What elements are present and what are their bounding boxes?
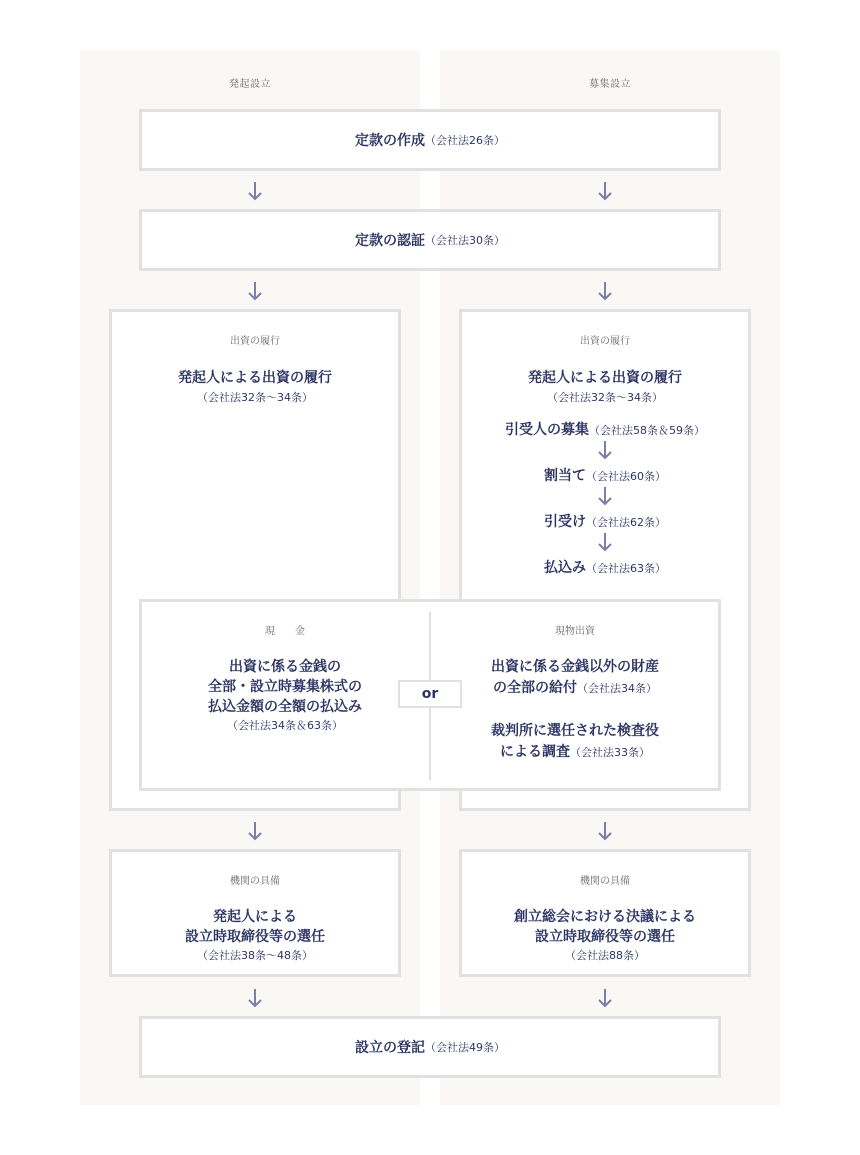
registration-ref: （会社法49条） [425,1041,505,1054]
right-investment-title: 発起人による出資の履行 [528,370,682,386]
cash-line-3: 払込金額の全額の払込み [208,699,362,715]
column-title-left: 発起設立 [229,79,271,90]
inkind-b-ref: （会社法33条） [570,746,650,759]
cash-section [142,622,428,733]
right-organization-line-2: 設立時取締役等の選任 [535,929,675,945]
left-organization-line-1: 発起人による [213,909,297,925]
articles-box [139,109,721,171]
articles-ref: （会社法26条） [425,134,505,147]
right-organization-label: 機関の具備 [580,876,630,887]
substep-subscription [459,511,751,531]
substep-ref: （会社法62条） [586,516,666,529]
substep-title: 払込み [544,560,586,576]
or-badge: or [398,680,462,708]
right-investment-ref: （会社法32条〜34条） [547,391,663,404]
left-organization-line-2: 設立時取締役等の選任 [185,929,325,945]
inkind-b-line-2: による調査 [500,744,570,760]
left-organization-label: 機関の具備 [230,876,280,887]
left-organization-ref: （会社法38条〜48条） [197,949,313,962]
right-organization-content [459,872,751,963]
cash-ref: （会社法34条＆63条） [227,719,343,732]
right-organization-ref: （会社法88条） [565,949,645,962]
substep-ref: （会社法60条） [586,470,666,483]
left-investment-content [109,332,401,405]
right-investment-label: 出資の履行 [580,336,630,347]
substep-title: 引受け [544,514,586,530]
left-investment-label: 出資の履行 [230,336,280,347]
left-investment-title: 発起人による出資の履行 [178,370,332,386]
substep-title: 引受人の募集 [505,422,589,438]
arrow-down-icon [459,485,751,511]
inkind-a-line-1: 出資に係る金銭以外の財産 [491,659,659,675]
substep-ref: （会社法58条＆59条） [589,424,705,437]
inkind-section [432,622,718,763]
arrow-down-icon [596,987,614,1009]
arrow-down-icon [246,180,264,202]
registration-title: 設立の登記 [355,1040,425,1056]
arrow-down-icon [246,987,264,1009]
inkind-b-line-1: 裁判所に選任された検査役 [491,723,659,739]
right-investment-content [459,332,751,577]
arrow-down-icon [459,439,751,465]
inkind-a-ref: （会社法34条） [577,682,657,695]
certification-title: 定款の認証 [355,233,425,249]
arrow-down-icon [596,180,614,202]
inkind-a-line-2: の全部の給付 [493,680,577,696]
substep-ref: （会社法63条） [586,562,666,575]
inkind-b-line-2-wrap [432,741,718,763]
left-investment-ref: （会社法32条〜34条） [197,391,313,404]
arrow-down-icon [596,280,614,302]
left-organization-content [109,872,401,963]
right-organization-line-1: 創立総会における決議による [514,909,696,925]
arrow-down-icon [246,280,264,302]
column-title-right: 募集設立 [589,79,631,90]
certification-box [139,209,721,271]
arrow-down-icon [459,531,751,557]
cash-line-1: 出資に係る金銭の [229,659,341,675]
cash-label: 現 金 [265,626,305,637]
inkind-a-line-2-wrap [432,677,718,699]
arrow-down-icon [246,820,264,842]
substep-payment [459,557,751,577]
substep-allocation [459,465,751,485]
arrow-down-icon [596,820,614,842]
registration-box [139,1016,721,1078]
certification-ref: （会社法30条） [425,234,505,247]
cash-line-2: 全部・設立時募集株式の [208,679,362,695]
substep-recruit [459,419,751,439]
inkind-label: 現物出資 [555,626,595,637]
articles-title: 定款の作成 [355,133,425,149]
substep-title: 割当て [544,468,586,484]
